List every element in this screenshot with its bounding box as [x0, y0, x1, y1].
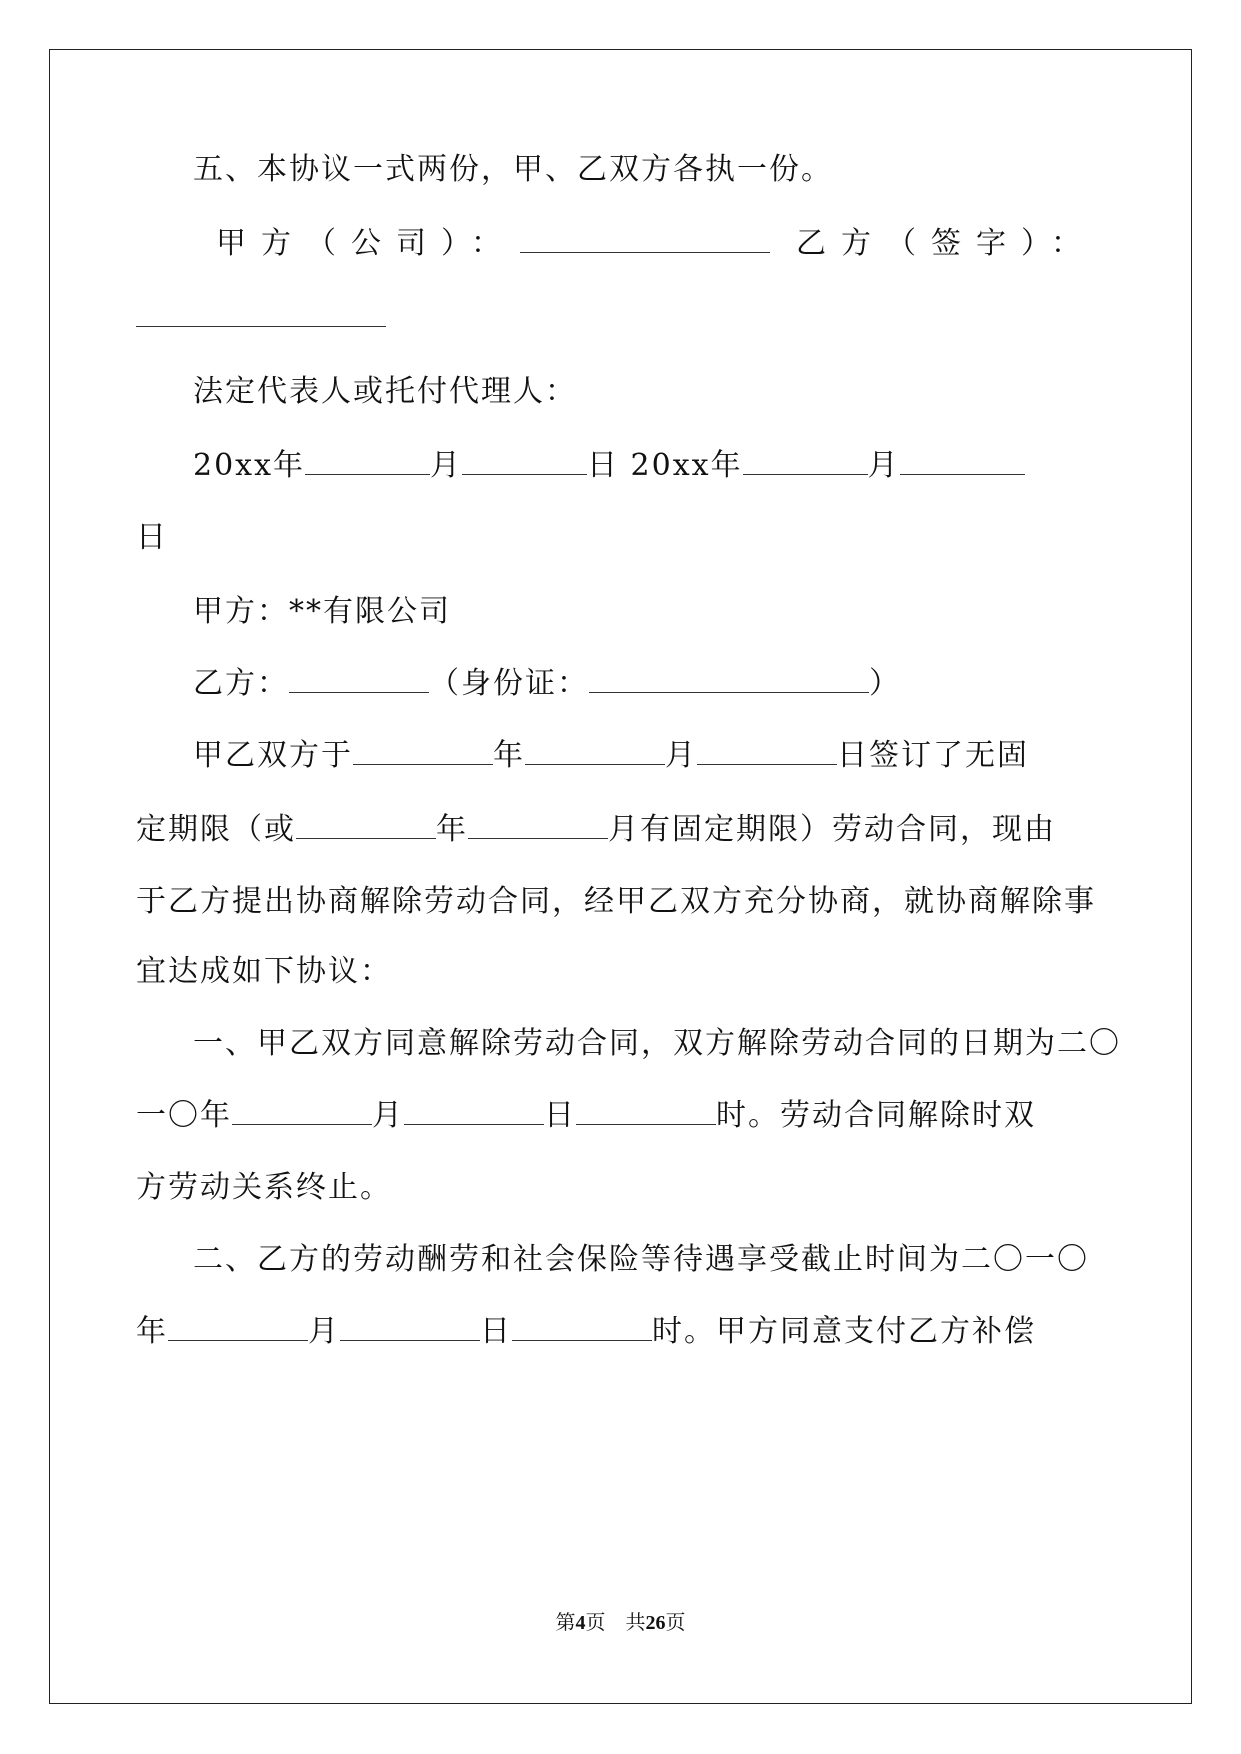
text: 月有固定期限）劳动合同，现由	[608, 812, 1056, 847]
text: 方劳动关系终止。	[136, 1170, 392, 1205]
id-card-blank[interactable]	[589, 666, 869, 693]
date-line	[193, 446, 1025, 486]
clause-five	[193, 150, 833, 190]
para-1-line-4	[136, 952, 392, 992]
text: 日	[544, 1098, 576, 1133]
text: 时。劳动合同解除时双	[716, 1098, 1036, 1133]
id-card-label: （身份证：	[429, 666, 589, 701]
legal-representative-label: 法定代表人或托付代理人：	[193, 374, 577, 409]
text: 一〇年	[136, 1098, 232, 1133]
text: 甲乙双方于	[193, 738, 353, 773]
text: 年	[493, 738, 525, 773]
text: 年	[436, 812, 468, 847]
clause-two-line-2	[136, 1312, 1036, 1352]
date-month-b: 月	[867, 448, 900, 483]
clause-one-line-2	[136, 1096, 1036, 1136]
text: 年	[136, 1314, 168, 1349]
sign-day-blank[interactable]	[697, 738, 837, 765]
termination-day-blank[interactable]	[404, 1098, 544, 1125]
para-1-line-2	[136, 810, 1056, 850]
legal-representative-line	[193, 372, 577, 412]
date-year-b: 日 20xx年	[587, 448, 743, 483]
text: 月	[372, 1098, 404, 1133]
benefit-hour-blank[interactable]	[512, 1314, 652, 1341]
signature-line	[216, 224, 1096, 264]
text: 月	[665, 738, 697, 773]
text: 日	[480, 1314, 512, 1349]
date-day-blank-a[interactable]	[462, 448, 587, 475]
text: 月	[308, 1314, 340, 1349]
sign-year-blank[interactable]	[353, 738, 493, 765]
benefit-month-blank[interactable]	[168, 1314, 308, 1341]
para-1-line-3	[136, 882, 1096, 922]
text: 于乙方提出协商解除劳动合同，经甲乙双方充分协商，就协商解除事	[136, 884, 1096, 919]
termination-month-blank[interactable]	[232, 1098, 372, 1125]
clause-one-line-3	[136, 1168, 392, 1208]
clause-two-line-1	[193, 1240, 1089, 1280]
text: 日签订了无固	[837, 738, 1029, 773]
text: 一、甲乙双方同意解除劳动合同，双方解除劳动合同的日期为二〇	[193, 1026, 1121, 1061]
text: 二、乙方的劳动酬劳和社会保险等待遇享受截止时间为二〇一〇	[193, 1242, 1089, 1277]
term-year-blank[interactable]	[296, 812, 436, 839]
termination-hour-blank[interactable]	[576, 1098, 716, 1125]
date-month-blank-a[interactable]	[305, 448, 430, 475]
footer-mid: 页 共	[585, 1612, 646, 1634]
total-page-count: 26	[645, 1612, 666, 1634]
clause-one-line-1	[193, 1024, 1121, 1064]
party-b-name-blank[interactable]	[289, 666, 429, 693]
footer-prefix: 第	[555, 1612, 576, 1634]
sign-month-blank[interactable]	[525, 738, 665, 765]
party-a-line	[193, 592, 451, 632]
party-a-company-blank[interactable]	[520, 226, 770, 253]
date-day-blank-b[interactable]	[900, 448, 1025, 475]
party-a-company-label: 甲方（公司）：	[216, 226, 516, 261]
current-page-number: 4	[575, 1612, 586, 1634]
party-a-name: 甲方：**有限公司	[193, 594, 451, 629]
text: 定期限（或	[136, 812, 296, 847]
party-b-label: 乙方：	[193, 666, 289, 701]
date-year-a: 20xx年	[193, 448, 306, 483]
date-day-line	[136, 518, 168, 558]
party-b-signature-blank[interactable]	[136, 300, 386, 327]
date-month-a: 月	[430, 448, 463, 483]
date-day-b: 日	[136, 520, 168, 555]
text: 宜达成如下协议：	[136, 954, 392, 989]
id-card-close: ）	[869, 666, 901, 701]
party-b-signature-label: 乙方（签字）：	[796, 226, 1096, 261]
benefit-day-blank[interactable]	[340, 1314, 480, 1341]
text: 时。甲方同意支付乙方补偿	[652, 1314, 1036, 1349]
date-month-blank-b[interactable]	[743, 448, 868, 475]
footer-suffix: 页	[665, 1612, 686, 1634]
clause-five-text: 五、本协议一式两份，甲、乙双方各执一份。	[193, 152, 833, 187]
para-1-line-1	[193, 736, 1029, 776]
term-month-blank[interactable]	[468, 812, 608, 839]
party-b-signature-blank-line	[136, 298, 386, 338]
page-footer	[0, 1610, 1241, 1636]
party-b-line	[193, 664, 901, 704]
